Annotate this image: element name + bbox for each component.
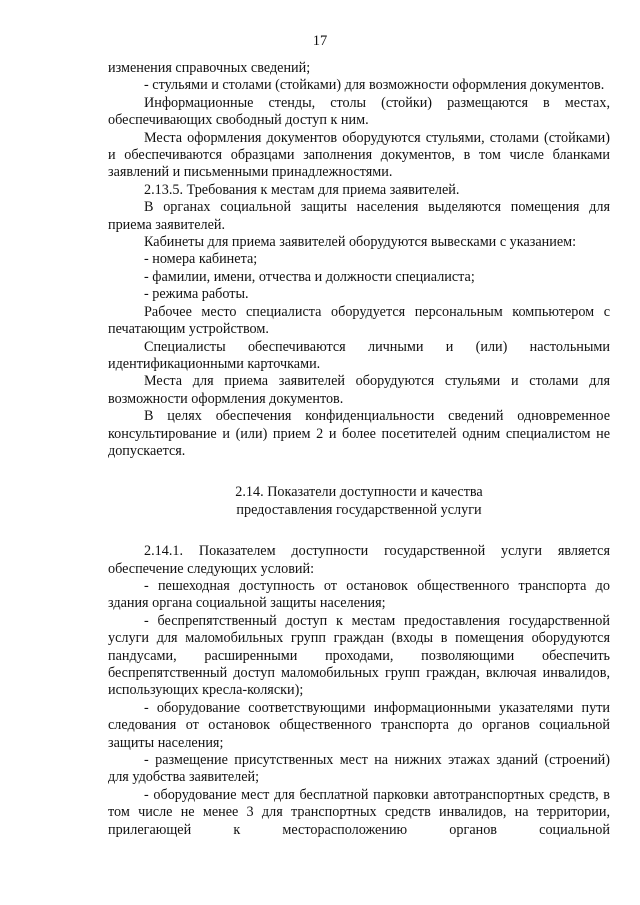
paragraph: Информационные стенды, столы (стойки) размещаются в местах, обеспечивающих свободный доступ к ним. xyxy=(108,94,610,129)
paragraph: 2.13.5. Требования к местам для приема заявителей. xyxy=(144,181,460,198)
section-heading-line-2: предоставления государственной услуги xyxy=(236,501,482,518)
section-heading xyxy=(108,484,610,519)
paragraph: - номера кабинета; xyxy=(144,251,258,268)
paragraph: В целях обеспечения конфиденциальности сведений одновременное консультирование и (или) прием 2 и более посетителей одним специалистом не допускается. xyxy=(108,408,610,459)
section-2-14-text xyxy=(108,543,610,839)
paragraph: - пешеходная доступность от остановок общественного транспорта до здания органа социальной защиты населения; xyxy=(108,577,610,612)
paragraph: - оборудование соответствующими информационными указателями пути следования от остановок общественного транспорта до органов социальной защиты населения; xyxy=(108,699,610,751)
paragraph: Рабочее место специалиста оборудуется персональным компьютером с печатающим устройством. xyxy=(108,303,610,338)
paragraph: Кабинеты для приема заявителей оборудуются вывесками с указанием: xyxy=(144,234,577,251)
paragraph: - режима работы. xyxy=(144,286,249,303)
page-number: 17 xyxy=(312,33,328,49)
paragraph: - размещение присутственных мест на нижних этажах зданий (строений) для удобства заявителей; xyxy=(108,752,610,786)
paragraph: Специалисты обеспечиваются личными и (или) настольными идентификационными карточками. xyxy=(108,338,610,372)
section-heading-line-1: 2.14. Показатели доступности и качества xyxy=(235,484,483,501)
paragraph: изменения справочных сведений; xyxy=(108,60,311,76)
paragraph: - беспрепятственный доступ к местам предоставления государственной услуги для маломобильных групп граждан (входы в помещения оборудуются пандусами, расширенными проходами, позволяющими обеспечить беспрепятственный доступ маломобильных групп граждан, включая инвалидов, использующих кресла-коляски); xyxy=(108,612,610,699)
document-body xyxy=(108,60,610,839)
paragraph: 2.14.1. Показателем доступности государственной услуги является обеспечение следующих условий: xyxy=(108,543,610,577)
paragraph: - стульями и столами (стойками) для возможности оформления документов. xyxy=(144,77,605,94)
paragraph: Места для приема заявителей оборудуются стульями и столами для возможности оформления документов. xyxy=(108,373,610,407)
paragraph: В органах социальной защиты населения выделяются помещения для приема заявителей. xyxy=(108,199,610,233)
paragraph: - оборудование мест для бесплатной парковки автотранспортных средств, в том числе не менее 3 для транспортных средств инвалидов, на территории, прилегающей к месторасположению органов социальной xyxy=(108,786,610,838)
section-2-13-text xyxy=(108,60,610,460)
paragraph: - фамилии, имени, отчества и должности специалиста; xyxy=(144,268,475,285)
paragraph: Места оформления документов оборудуются стульями, столами (стойками) и обеспечиваются образцами заполнения документов, в том числе бланками заявлений и письменными принадлежностями. xyxy=(108,129,610,181)
